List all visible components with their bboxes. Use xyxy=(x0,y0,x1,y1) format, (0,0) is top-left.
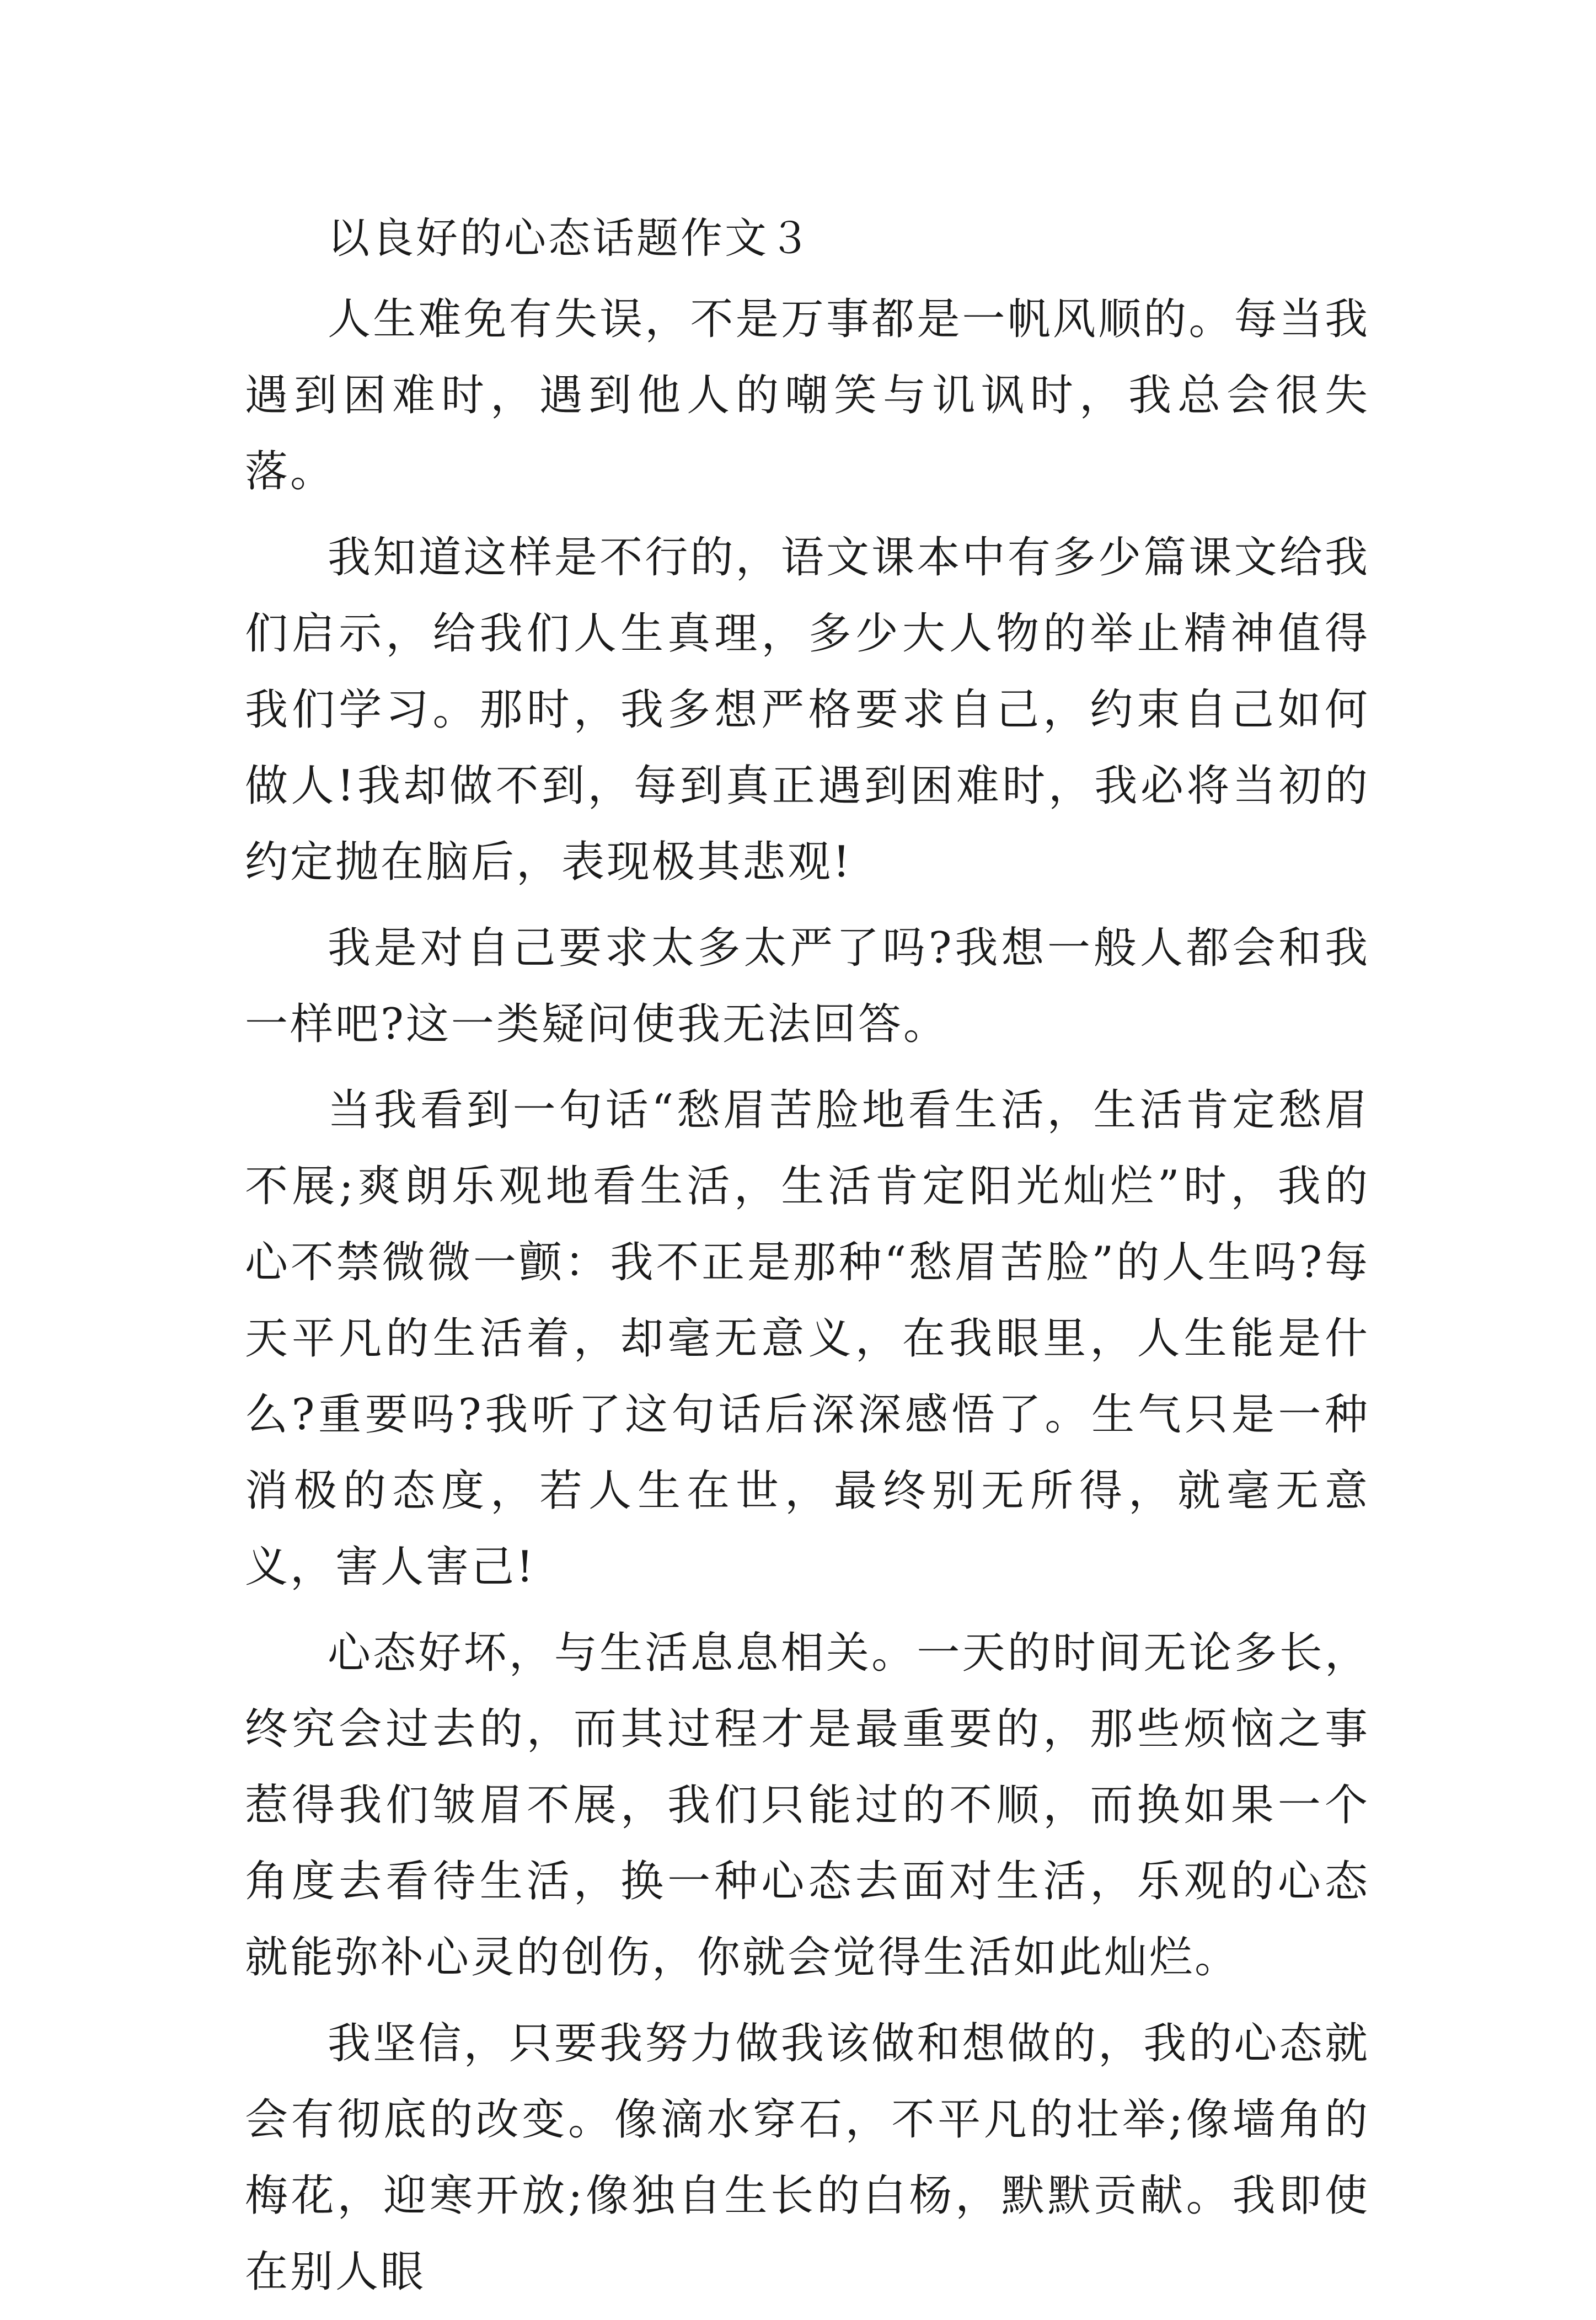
paragraph-5: 心态好坏，与生活息息相关。一天的时间无论多长，终究会过去的，而其过程才是最重要的，那些烦恼之事惹得我们皱眉不展，我们只能过的不顺，而换如果一个角度去看待生活，换一种心态去面对生活，乐观的心态就能弥补心灵的创伤，你就会觉得生活如此灿烂。 xyxy=(245,1628,1370,1982)
paragraph-1: 人生难免有失误，不是万事都是一帆风顺的。每当我遇到困难时，遇到他人的嘲笑与讥讽时，我总会很失落。 xyxy=(245,295,1370,496)
paragraph-6: 我坚信，只要我努力做我该做和想做的，我的心态就会有彻底的改变。像滴水穿石，不平凡的壮举;像墙角的梅花，迎寒开放;像独自生长的白杨，默默贡献。我即使在别人眼 xyxy=(245,2019,1370,2297)
essay-body xyxy=(245,205,1370,2320)
paragraph-2: 我知道这样是不行的，语文课本中有多少篇课文给我们启示，给我们人生真理，多少大人物的举止精神值得我们学习。那时，我多想严格要求自己，约束自己如何做人!我却做不到，每到真正遇到困难时，我必将当初的约定抛在脑后，表现极其悲观! xyxy=(245,533,1370,887)
paragraph-3: 我是对自己要求太多太严了吗?我想一般人都会和我一样吧?这一类疑问使我无法回答。 xyxy=(245,923,1370,1049)
essay-title: 以良好的心态话题作文３ xyxy=(328,213,813,263)
paragraph-4: 当我看到一句话“愁眉苦脸地看生活，生活肯定愁眉不展;爽朗乐观地看生活，生活肯定阳光灿烂”时，我的心不禁微微一颤：我不正是那种“愁眉苦脸”的人生吗?每天平凡的生活着，却毫无意义，在我眼里，人生能是什么?重要吗?我听了这句话后深深感悟了。生气只是一种消极的态度，若人生在世，最终别无所得，就毫无意义，害人害己! xyxy=(245,1086,1370,1592)
